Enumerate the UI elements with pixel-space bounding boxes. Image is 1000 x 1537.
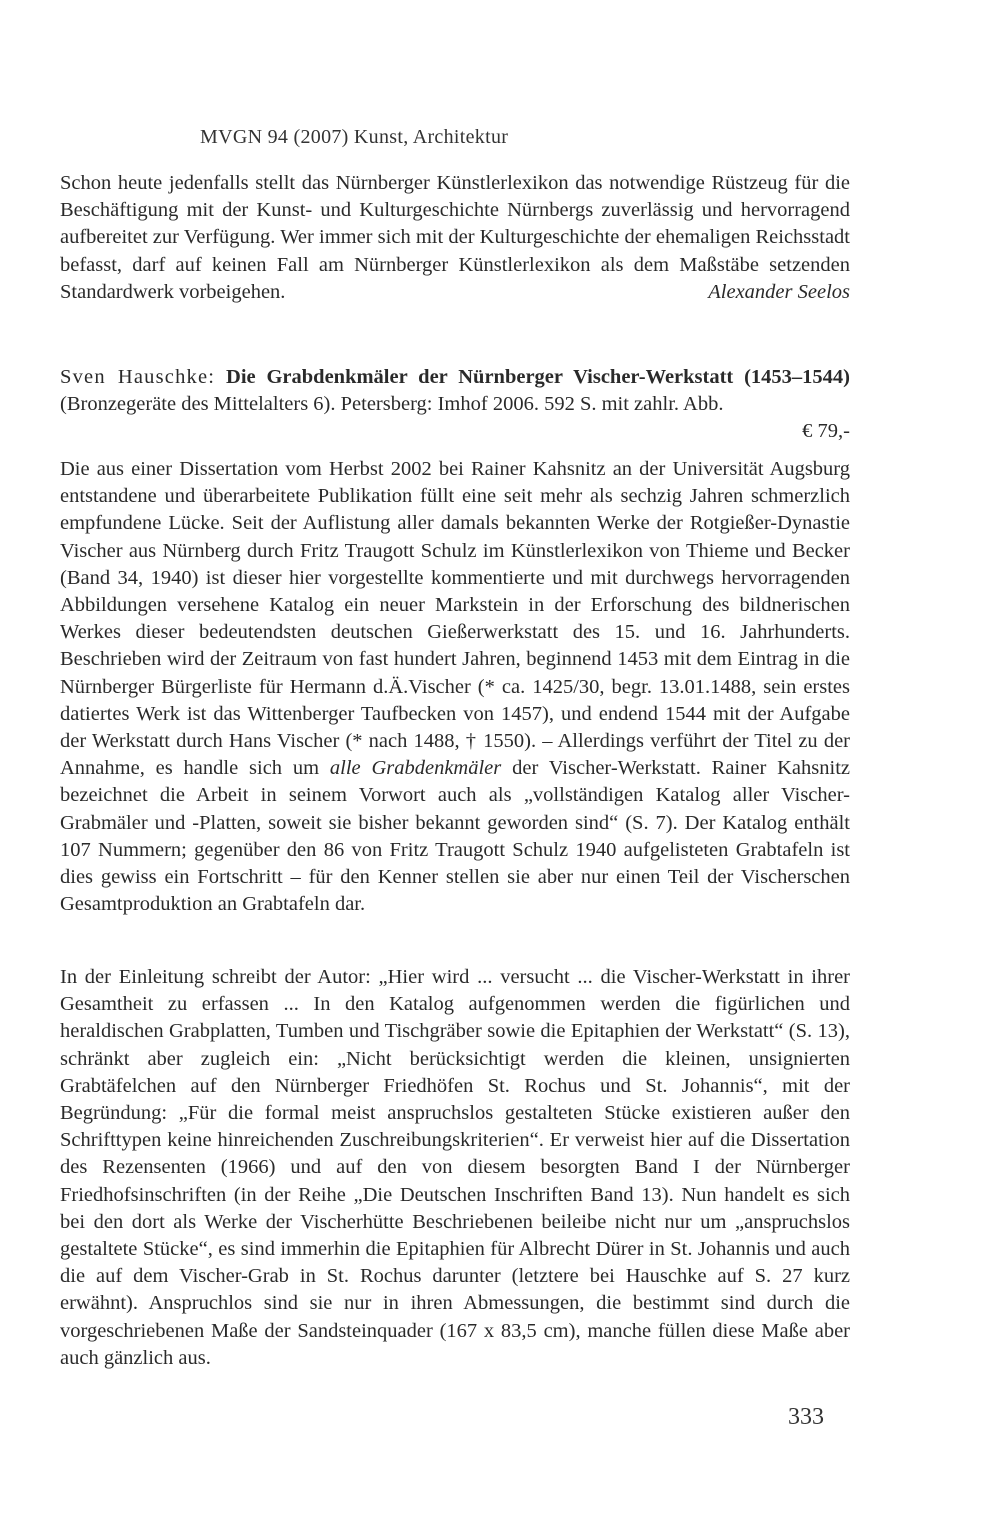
paragraph-1 (60, 456, 850, 918)
intro-paragraph-block (60, 170, 850, 306)
review-paragraph-2 (60, 964, 850, 1372)
review-author: Sven Hauschke: (60, 366, 216, 388)
review-book-title: Die Grabdenkmäler der Nürnberger Vischer-Werkstatt (1453–1544) (226, 366, 851, 388)
page-number: 333 (788, 1404, 824, 1430)
review-series-imprint: (Bronzegeräte des Mittelalters 6). Petersberg: Imhof 2006. 592 S. mit zahlr. Abb. (60, 393, 724, 415)
paragraph-1-part-b: der Vischer-Werkstatt. Rainer Kahsnitz bezeichnet die Arbeit in seinem Vorwort auch als „vollständigen Katalog aller Vischer-Grabmäler und -Platten, soweit sie bisher bekannt geworden sind“ (S. 7). Der Katalog enthält 107 Nummern; gegenüber den 86 von Fritz Traugott Schulz 1940 aufgelisteten Grabtafeln ist dies gewiss ein Fortschritt – für den Kenner stellen sie aber nur einen Teil der Vischerschen Gesamtproduktion an Grabtafeln dar. (60, 757, 850, 916)
review-citation (60, 364, 850, 445)
intro-paragraph (60, 170, 850, 306)
paragraph-1-italic: alle Grabdenkmäler (329, 757, 502, 780)
review-price: € 79,- (802, 420, 850, 442)
intro-text: Schon heute jedenfalls stellt das Nürnberger Künstlerlexikon das notwendige Rüstzeug für die Beschäftigung mit der Kunst- und Kulturgeschichte Nürnbergs zuverlässig und hervorragend aufbereitet zur Verfügung. Wer immer sich mit der Kulturgeschichte der ehemaligen Reichsstadt befasst, darf auf keinen Fall am Nürnberger Künstlerlexikon als dem Maßstäbe setzenden Standardwerk vorbeigehen. (60, 172, 850, 303)
intro-signature: Alexander Seelos (708, 280, 850, 303)
paragraph-2: In der Einleitung schreibt der Autor: „Hier wird ... versucht ... die Vischer-Werkstatt in ihrer Gesamtheit zu erfassen ... In den Katalog aufgenommen werden die figürlichen und heraldischen Grabplatten, Tumben und Tischgräber sowie die Epitaphien der Werkstatt“ (S. 13), schränkt aber zugleich ein: „Nicht berücksichtigt werden die kleinen, unsignierten Grabtäfelchen auf den Nürnberger Friedhöfen St. Rochus und St. Johannis“, mit der Begründung: „Für die formal meist anspruchslos gestalteten Stücke existieren außer den Schrifttypen keine hinreichenden Zuschreibungskriterien“. Er verweist hier auf die Dissertation des Rezensenten (1966) und auf den von diesem besorgten Band I der Nürnberger Friedhofsinschriften (in der Reihe „Die Deutschen Inschriften Band 13). Nun handelt es sich bei den dort als Werke der Vischerhütte Beschriebenen beileibe nicht nur um „anspruchslos gestaltete Stücke“, es sind immerhin die Epitaphien für Albrecht Dürer in St. Johannis und auch die auf dem Vischer-Grab in St. Rochus darunter (letztere bei Hauschke auf S. 27 kurz erwähnt). Anspruchlos sind sie nur in ihren Abmessungen, die bestimmt sind durch die vorgeschriebenen Maße der Sandsteinquader (167 x 83,5 cm), manche füllen diese Maße aber auch gänzlich aus. (60, 966, 850, 1369)
review-header (60, 364, 850, 445)
running-head: MVGN 94 (2007) Kunst, Architektur (200, 126, 509, 148)
review-paragraph-1 (60, 456, 850, 918)
paragraph-1-part-a: Die aus einer Dissertation vom Herbst 2002 bei Rainer Kahsnitz an der Universität Augsburg entstandene und überarbeitete Publikation füllt eine seit mehr als sechzig Jahren schmerzlich empfundene Lücke. Seit der Auflistung aller damals bekannten Werke der Rotgießer-Dynastie Vischer aus Nürnberg durch Fritz Traugott Schulz im Künstlerlexikon von Thieme und Becker (Band 34, 1940) ist dieser hier vorgestellte kommentierte und mit durchwegs hervorragenden Abbildungen versehene Katalog ein neuer Markstein in der Erforschung des bildnerischen Werkes dieser bedeutendsten deutschen Gießerwerkstatt des 15. und 16. Jahrhunderts. Beschrieben wird der Zeitraum von fast hundert Jahren, beginnend 1453 mit dem Eintrag in die Nürnberger Bürgerliste für Hermann d.Ä.Vischer (* ca. 1425/30, begr. 13.01.1488, sein erstes datiertes Werk ist das Wittenberger Taufbecken von 1457), und endend 1544 mit der Aufgabe der Werkstatt durch Hans Vischer (* nach 1488, † 1550). – Allerdings verführt der Titel zu der Annahme, es handle sich um (60, 458, 850, 780)
